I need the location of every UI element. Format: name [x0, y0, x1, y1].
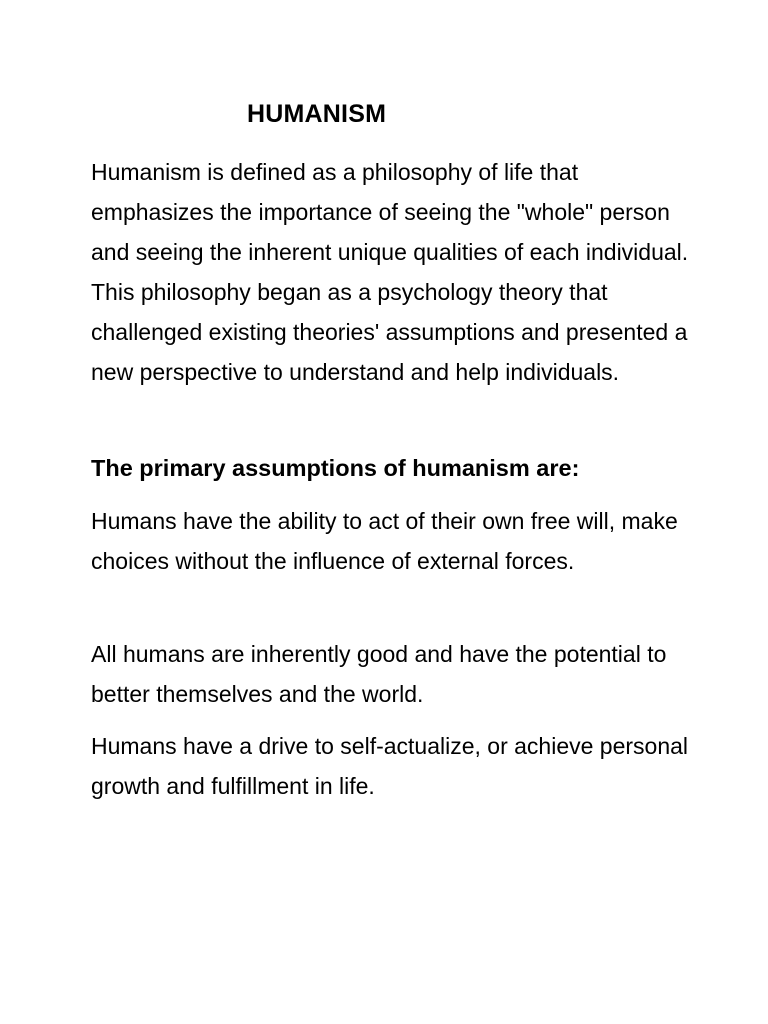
assumption-paragraph-inherently-good: All humans are inherently good and have the potential to better themselves and the world. [91, 641, 667, 707]
intro-paragraph: Humanism is defined as a philosophy of life that emphasizes the importance of seeing the "whole" person and seeing the inherent unique qualities of each individual. This philosophy began as a psychology theory that challenged existing theories' assumptions and presented a new perspective to understand and help individuals. [91, 159, 689, 385]
assumptions-heading: The primary assumptions of humanism are: [91, 455, 580, 481]
page-title: HUMANISM [247, 100, 387, 128]
assumption-paragraph-free-will: Humans have the ability to act of their own free will, make choices without the influence of external forces. [91, 508, 678, 574]
assumption-paragraph-self-actualize: Humans have a drive to self-actualize, or achieve personal growth and fulfillment in life. [91, 733, 689, 799]
